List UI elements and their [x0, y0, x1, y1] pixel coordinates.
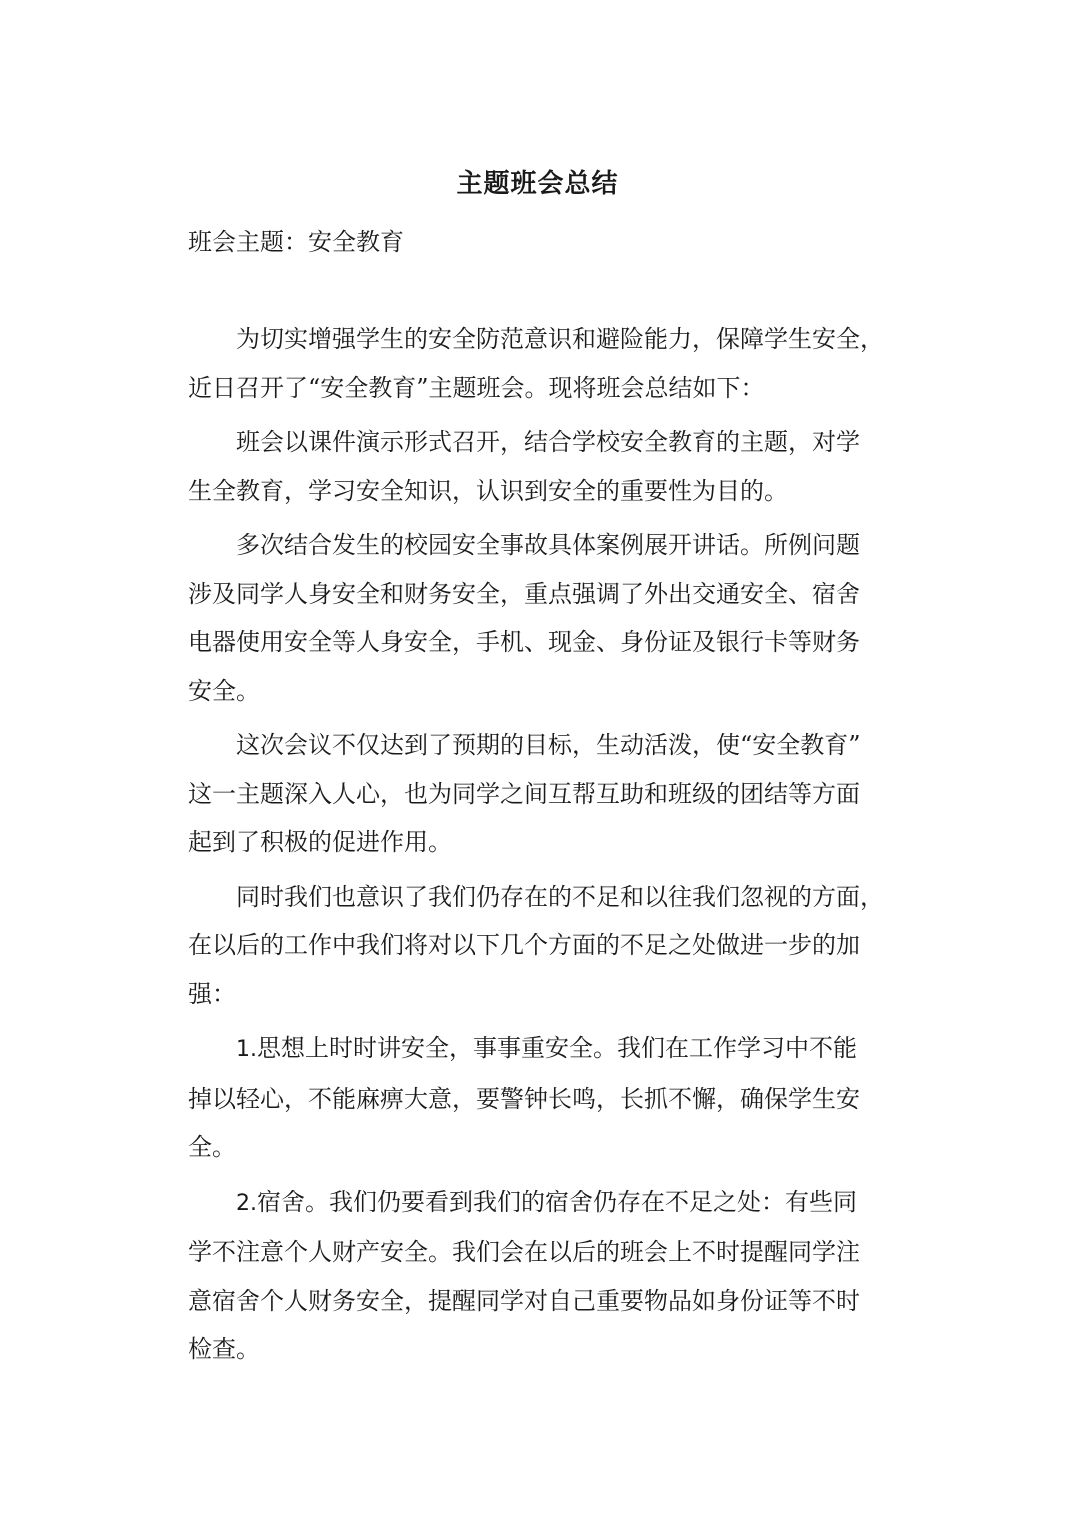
line-text: 这次会议不仅达到了预期的目标，生动活泼，使“安全教育” [236, 731, 861, 759]
line-text: 近日召开了“安全教育”主题班会。现将班会总结如下： [188, 373, 765, 402]
paragraph-line [188, 521, 888, 570]
line-text: 这一主题深入人心，也为同学之间互帮互助和班级的团结等方面 [188, 779, 860, 808]
line-text: 安全。 [188, 676, 260, 705]
line-text: 在以后的工作中我们将对以下几个方面的不足之处做进一步的加 [188, 931, 860, 959]
paragraph-line [188, 970, 888, 1019]
line-text: 宿舍。我们仍要看到我们的宿舍仍存在不足之处：有些同 [257, 1187, 857, 1216]
line-text: 检查。 [188, 1335, 260, 1363]
paragraph-line [188, 1277, 888, 1326]
item-number: 1. [236, 1037, 257, 1062]
paragraph-line [188, 570, 888, 619]
paragraph-line [188, 418, 888, 467]
document-body [188, 315, 888, 1380]
numbered-item [188, 1178, 888, 1374]
paragraph-line [188, 721, 888, 770]
line-text: 全。 [188, 1133, 236, 1161]
line-text: 学不注意个人财产安全。我们会在以后的班会上不时提醒同学注 [188, 1238, 860, 1266]
line-text: 意宿舍个人财务安全，提醒同学对自己重要物品如身份证等不时 [188, 1286, 860, 1315]
paragraph-line [188, 1325, 888, 1374]
document-subtitle: 班会主题：安全教育 [188, 228, 404, 256]
line-text: 思想上时时讲安全，事事重安全。我们在工作学习中不能 [257, 1034, 857, 1062]
paragraph-line [188, 667, 888, 716]
paragraph [188, 521, 888, 715]
line-text: 起到了积极的促进作用。 [188, 828, 452, 856]
line-text: 涉及同学人身安全和财务安全，重点强调了外出交通安全、宿舍 [188, 579, 860, 608]
item-number: 2. [236, 1190, 257, 1216]
paragraph-line [188, 873, 888, 922]
paragraph-line [188, 1075, 888, 1124]
paragraph-line [188, 1123, 888, 1172]
paragraph-line [188, 618, 888, 667]
paragraph-line [188, 921, 888, 970]
paragraph-line [188, 1178, 888, 1229]
line-text: 掉以轻心，不能麻痹大意，要警钟长鸣，长抓不懈，确保学生安 [188, 1084, 860, 1113]
line-text: 同时我们也意识了我们仍存在的不足和以往我们忽视的方面， [236, 882, 884, 911]
paragraph-line [188, 1024, 888, 1075]
line-text: 班会以课件演示形式召开，结合学校安全教育的主题，对学 [236, 428, 860, 456]
paragraph-line [188, 467, 888, 516]
paragraph-line [188, 770, 888, 819]
paragraph-line [188, 364, 888, 413]
paragraph [188, 418, 888, 515]
paragraph-line [188, 1228, 888, 1277]
numbered-item [188, 1024, 888, 1172]
document-title: 主题班会总结 [456, 169, 619, 199]
line-text: 强： [188, 979, 236, 1008]
line-text: 电器使用安全等人身安全，手机、现金、身份证及银行卡等财务 [188, 628, 860, 656]
paragraph [188, 315, 888, 412]
line-text: 生全教育，学习安全知识，认识到安全的重要性为目的。 [188, 476, 788, 505]
paragraph [188, 721, 888, 867]
paragraph-line [188, 315, 888, 364]
line-text: 为切实增强学生的安全防范意识和避险能力，保障学生安全， [236, 325, 884, 353]
paragraph-line [188, 818, 888, 867]
paragraph [188, 873, 888, 1019]
line-text: 多次结合发生的校园安全事故具体案例展开讲话。所例问题 [236, 531, 860, 559]
